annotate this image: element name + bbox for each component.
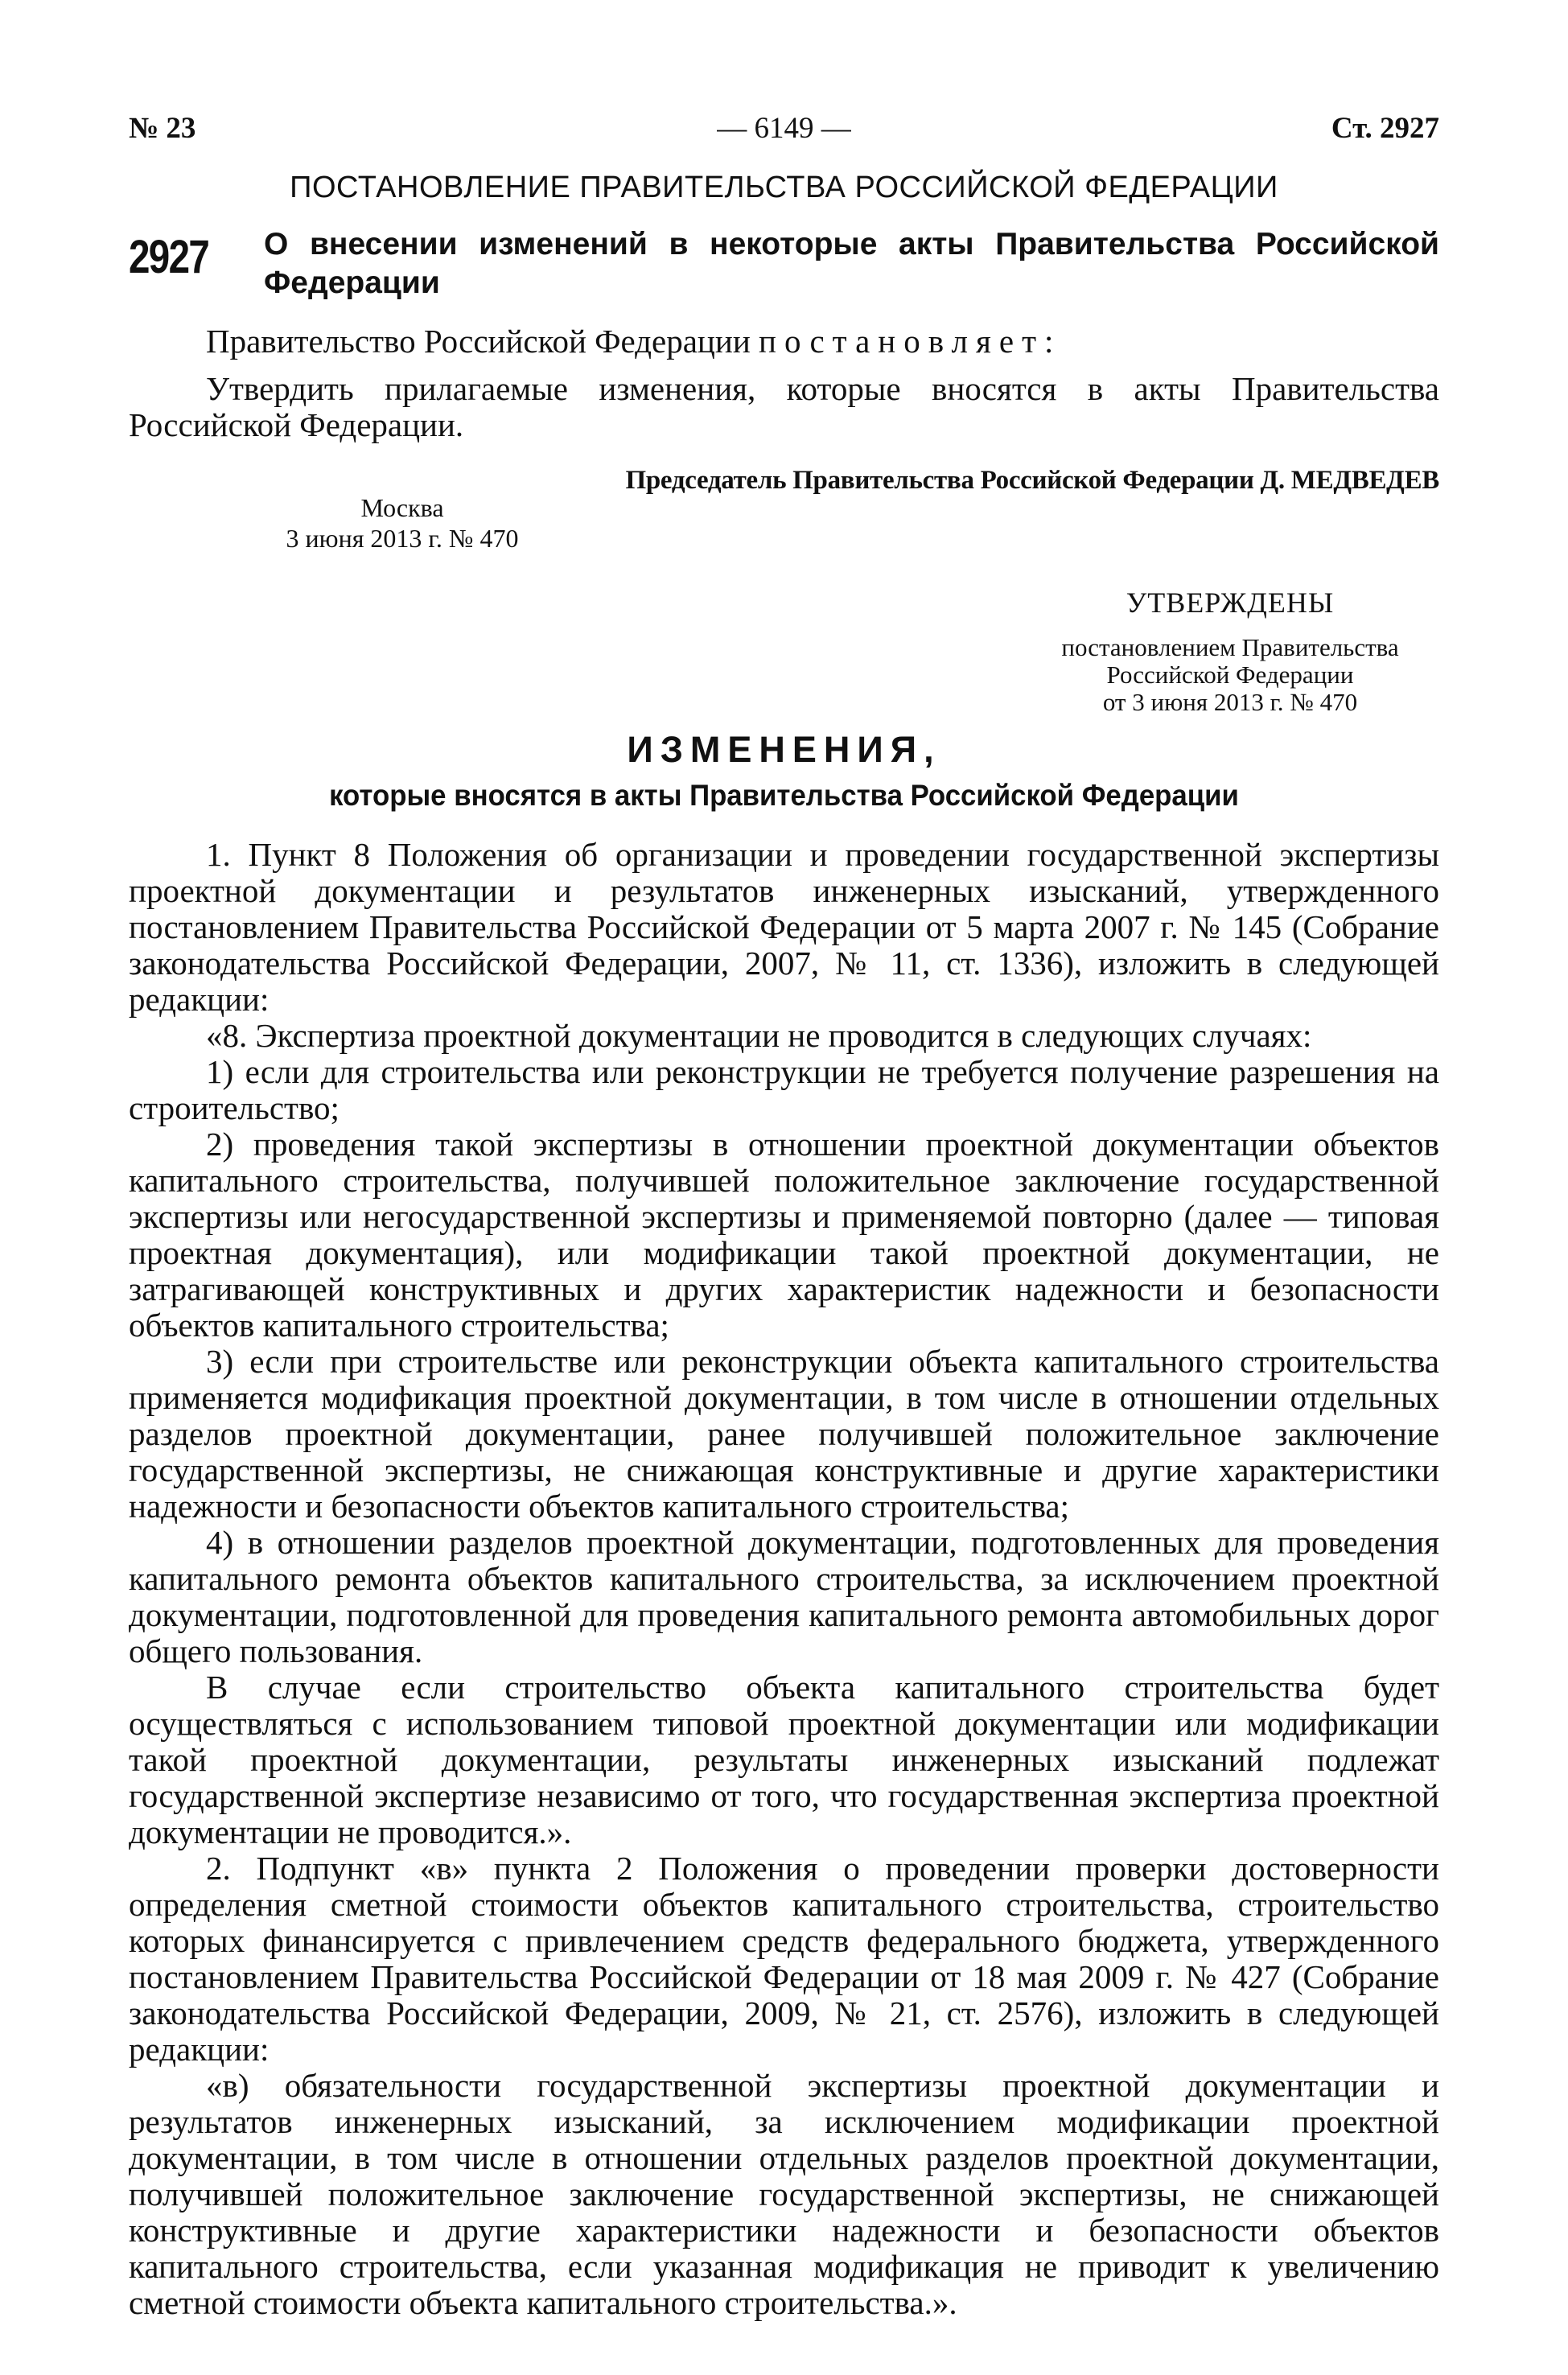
preamble-resolution: Утвердить прилагаемые изменения, которые вносятся в акты Правительства Российской Федерации. [129, 370, 1439, 443]
approved-line-3: от 3 июня 2013 г. № 470 [1102, 688, 1358, 716]
act-kind-heading: ПОСТАНОВЛЕНИЕ ПРАВИТЕЛЬСТВА РОССИЙСКОЙ ФЕДЕРАЦИИ [290, 171, 1278, 204]
paragraph: «8. Экспертиза проектной документации не проводится в следующих случаях: [206, 1017, 1312, 1054]
approved-line-1: постановлением Правительства [1061, 633, 1399, 661]
preamble [129, 323, 1439, 443]
preamble-decrees: постановляет [759, 323, 1044, 360]
act-title-block [129, 225, 1439, 314]
place: Москва [360, 493, 444, 522]
paragraph: 4) в отношении разделов проектной документации, подготовленных для проведения капитального ремонта объектов капитального строительства, за исключением проектной документации, подготовленной для проведения капитального ремонта автомобильных дорог общего пользования. [129, 1524, 1439, 1669]
paragraph: 1. Пункт 8 Положения об организации и проведении государственной экспертизы проектной документации и результатов инженерных изысканий, утвержденного постановлением Правительства Российской Федерации от 5 марта 2007 г. № 145 (Собрание законодательства Российской Федерации, 2007, № 11, ст. 1336), изложить в следующей редакции: [129, 836, 1439, 1018]
approved-word: УТВЕРЖДЕНЫ [1126, 587, 1335, 619]
preamble-government: Правительство Российской Федерации [206, 323, 759, 360]
paragraph: 1) если для строительства или реконструкции не требуется получение разрешения на строительство; [129, 1053, 1439, 1126]
paragraph: 2) проведения такой экспертизы в отношении проектной документации объектов капитального строительства, получившей положительное заключение государственной экспертизы или негосударственной экспертизы и применяемой повторно (далее — типовая проектная документация), или модификации такой проектной документации, не затрагивающей конструктивных и других характеристик надежности и безопасности объектов капитального строительства; [129, 1126, 1439, 1344]
preamble-government-line [129, 323, 1439, 360]
approved-line-2: Российской Федерации [1106, 661, 1354, 689]
approval-stamp [1021, 586, 1439, 716]
date-number: 3 июня 2013 г. № 470 [286, 524, 519, 553]
approved-basis [1021, 634, 1439, 716]
changes-heading: ИЗМЕНЕНИЯ, [627, 729, 941, 770]
changes-subheading: которые вносятся в акты Правительства Российской Федерации [329, 779, 1239, 812]
page-number: — 6149 — [717, 112, 851, 145]
paragraph: 3) если при строительстве или реконструкции объекта капитального строительства применяется модификация проектной документации, в том числе в отношении отдельных разделов проектной документации, ранее получившей положительное заключение государственной экспертизы, не снижающая конструктивные и другие характеристики надежности и безопасности объектов капитального строительства; [129, 1343, 1439, 1525]
act-number: 2927 [129, 231, 209, 283]
preamble-decrees-tail: : [1044, 323, 1054, 360]
issue-number: № 23 [129, 112, 196, 145]
paragraph: 2. Подпункт «в» пункта 2 Положения о проведении проверки достоверности определения сметной стоимости объектов капитального строительства, строительство которых финансируется с привлечением средств федерального бюджета, утвержденного постановлением Правительства Российской Федерации от 18 мая 2009 г. № 427 (Собрание законодательства Российской Федерации, 2009, № 21, ст. 2576), изложить в следующей редакции: [129, 1850, 1439, 2068]
act-title: О внесении изменений в некоторые акты Правительства Российской Федерации [264, 227, 1439, 300]
signature: Председатель Правительства Российской Федерации Д. МЕДВЕДЕВ [625, 466, 1439, 495]
running-header [129, 111, 1439, 159]
paragraph: «в) обязательности государственной экспертизы проектной документации и результатов инженерных изысканий, за исключением модификации проектной документации, в том числе в отношении отдельных разделов проектной документации, получившей положительное заключение государственной экспертизы, не снижающей конструктивные и другие характеристики надежности и безопасности объектов капитального строительства, если указанная модификация не приводит к увеличению сметной стоимости объекта капитального строительства.». [129, 2067, 1439, 2321]
paragraph: В случае если строительство объекта капитального строительства будет осуществляться с использованием типовой проектной документации или модификации такой проектной документации, результаты инженерных изысканий подлежат государственной экспертизе независимо от того, что государственная экспертиза проектной документации не проводится.». [129, 1669, 1439, 1850]
article-number: Ст. 2927 [1331, 112, 1439, 145]
place-and-date [241, 492, 563, 554]
main-text [129, 837, 1439, 2321]
